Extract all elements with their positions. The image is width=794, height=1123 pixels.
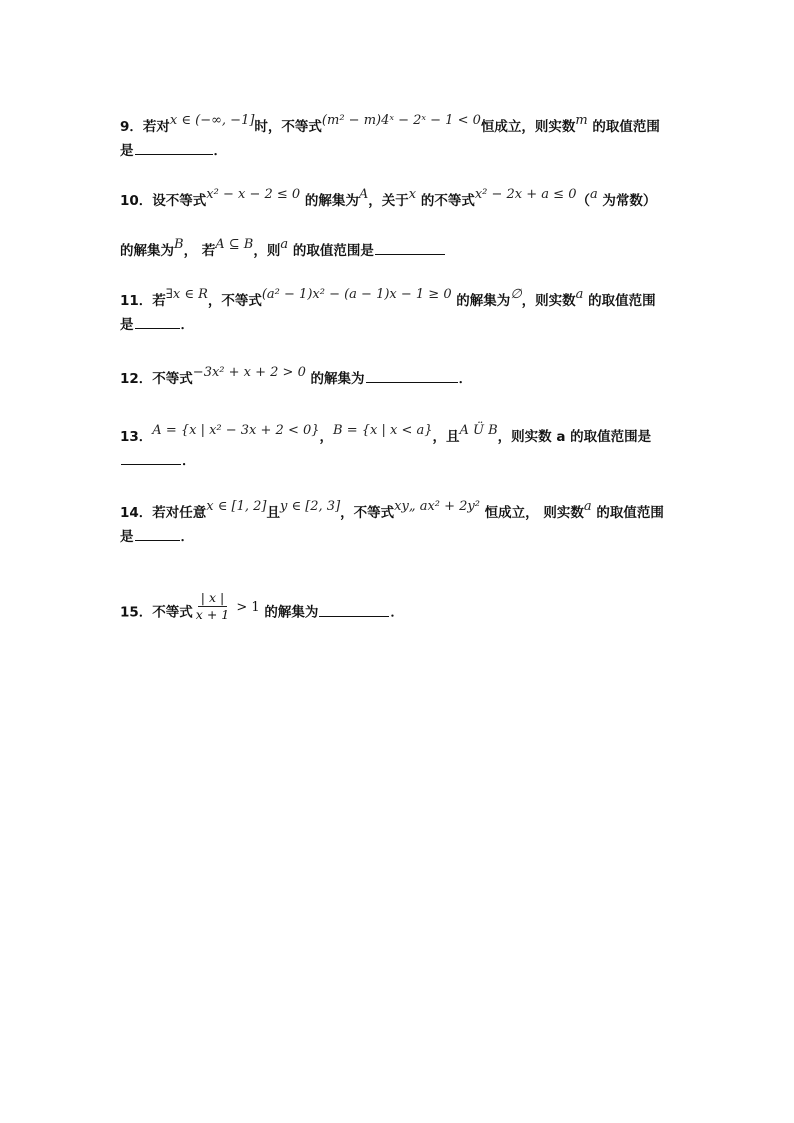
question-line <box>120 365 690 387</box>
math-expression: A <box>358 187 369 202</box>
question-text: ，关于 <box>368 193 409 209</box>
fraction-expression <box>193 590 232 623</box>
question-line <box>120 526 690 544</box>
question-number: 9． <box>120 119 143 135</box>
question-line <box>120 237 690 259</box>
math-expression: a <box>575 287 584 302</box>
question-text: ，则实数 a 的取值范围是 <box>497 429 652 445</box>
question-line <box>120 590 690 622</box>
math-expression: x² − 2x + a ≤ 0 <box>474 187 577 202</box>
question-line <box>120 214 690 236</box>
question-line <box>120 113 690 136</box>
answer-blank[interactable] <box>135 526 180 541</box>
question-12 <box>120 365 690 387</box>
math-expression: x ∈ (−∞, −1] <box>169 113 255 128</box>
question-text: ． <box>182 453 196 469</box>
question-text: 是 <box>120 143 134 159</box>
math-expression: y ∈ [2, 3] <box>279 499 341 514</box>
fraction-numerator: | x | <box>198 590 227 607</box>
question-text: 是 <box>120 529 134 545</box>
question-text: 不等式 <box>152 371 193 387</box>
question-text: 设不等式 <box>152 193 207 209</box>
math-expression: x <box>408 187 417 202</box>
question-line <box>120 314 690 332</box>
question-text: ． <box>458 371 473 387</box>
question-number: 15． <box>120 604 153 621</box>
answer-blank[interactable] <box>375 240 445 255</box>
question-text: ，不等式 <box>340 505 395 521</box>
question-text: 若 <box>152 293 166 309</box>
answer-blank[interactable] <box>121 450 181 465</box>
math-expression: xy„ ax² + 2y² <box>394 499 480 514</box>
math-expression: (m² − m)4ˣ − 2ˣ − 1 < 0 <box>321 113 481 128</box>
question-line <box>120 450 690 468</box>
question-9 <box>120 113 690 159</box>
question-text: ，不等式 <box>207 293 262 309</box>
question-text: 若对 <box>142 119 170 135</box>
question-text: ． <box>213 143 227 159</box>
question-number: 12． <box>120 371 153 387</box>
math-expression: (a² − 1)x² − (a − 1)x − 1 ≥ 0 <box>261 287 452 302</box>
question-number: 14． <box>120 505 153 521</box>
question-text: 为常数） <box>597 193 657 209</box>
answer-blank[interactable] <box>135 140 213 155</box>
question-text: ． <box>390 604 404 621</box>
question-line <box>120 287 690 310</box>
math-expression: −3x² + x + 2 > 0 <box>192 365 306 380</box>
math-expression: ∃x ∈ R <box>165 287 208 302</box>
answer-blank[interactable] <box>366 368 458 383</box>
question-text: ． <box>180 529 194 545</box>
math-expression: a <box>280 237 289 252</box>
question-text: 且 <box>266 505 280 521</box>
question-14 <box>120 499 690 545</box>
math-expression: A ⊆ B <box>215 237 254 252</box>
question-11 <box>120 287 690 333</box>
question-number: 10． <box>120 193 153 209</box>
question-text: ，则 <box>253 243 281 259</box>
math-expression: ∅ <box>510 287 522 302</box>
math-expression: a <box>589 187 598 202</box>
question-text: ． <box>180 317 194 333</box>
question-text: 的取值范围 <box>591 505 664 521</box>
math-expression: m <box>575 113 588 128</box>
math-expression: x ∈ [1, 2] <box>206 499 267 514</box>
question-text: ，则实数 <box>521 293 576 309</box>
question-number: 11． <box>120 293 153 309</box>
question-15 <box>120 590 690 622</box>
question-text: 时，不等式 <box>254 119 322 135</box>
question-text: ，且 <box>432 429 460 445</box>
math-expression: a <box>583 499 592 514</box>
question-line <box>120 499 690 522</box>
question-text: 的解集为 <box>120 243 174 259</box>
math-expression: B = {x | x < a} <box>333 423 433 438</box>
math-expression: B <box>174 237 184 252</box>
answer-blank[interactable] <box>135 314 180 329</box>
question-text: 不等式 <box>152 604 193 621</box>
question-text: （ <box>576 193 590 209</box>
question-text: 的解集为 <box>451 293 511 309</box>
question-line <box>120 140 690 158</box>
answer-blank[interactable] <box>319 602 389 617</box>
math-expression: x² − x − 2 ≤ 0 <box>206 187 301 202</box>
fraction-comparison: > 1 <box>232 599 260 615</box>
question-text: ， <box>319 429 334 445</box>
question-text: 的不等式 <box>416 193 475 209</box>
question-line <box>120 423 690 446</box>
question-text: 的解集为 <box>300 193 359 209</box>
question-text: 是 <box>120 317 134 333</box>
question-text: 的取值范围 <box>583 293 656 309</box>
question-text: ， 若 <box>183 243 216 259</box>
question-10 <box>120 187 690 259</box>
question-text: 恒成立，则实数 <box>480 119 576 135</box>
question-text: 若对任意 <box>152 505 207 521</box>
math-expression: A Ü B <box>459 423 498 438</box>
math-expression: A = {x | x² − 3x + 2 < 0} <box>152 423 320 438</box>
question-line <box>120 187 690 210</box>
question-text: 恒成立， 则实数 <box>479 505 584 521</box>
question-13 <box>120 423 690 469</box>
question-text: 的解集为 <box>259 604 319 621</box>
question-text: 的取值范围是 <box>288 243 374 259</box>
question-number: 13． <box>120 429 153 445</box>
fraction-denominator: x + 1 <box>195 607 230 622</box>
question-text: 的解集为 <box>305 371 365 387</box>
question-text: 的取值范围 <box>587 119 660 135</box>
